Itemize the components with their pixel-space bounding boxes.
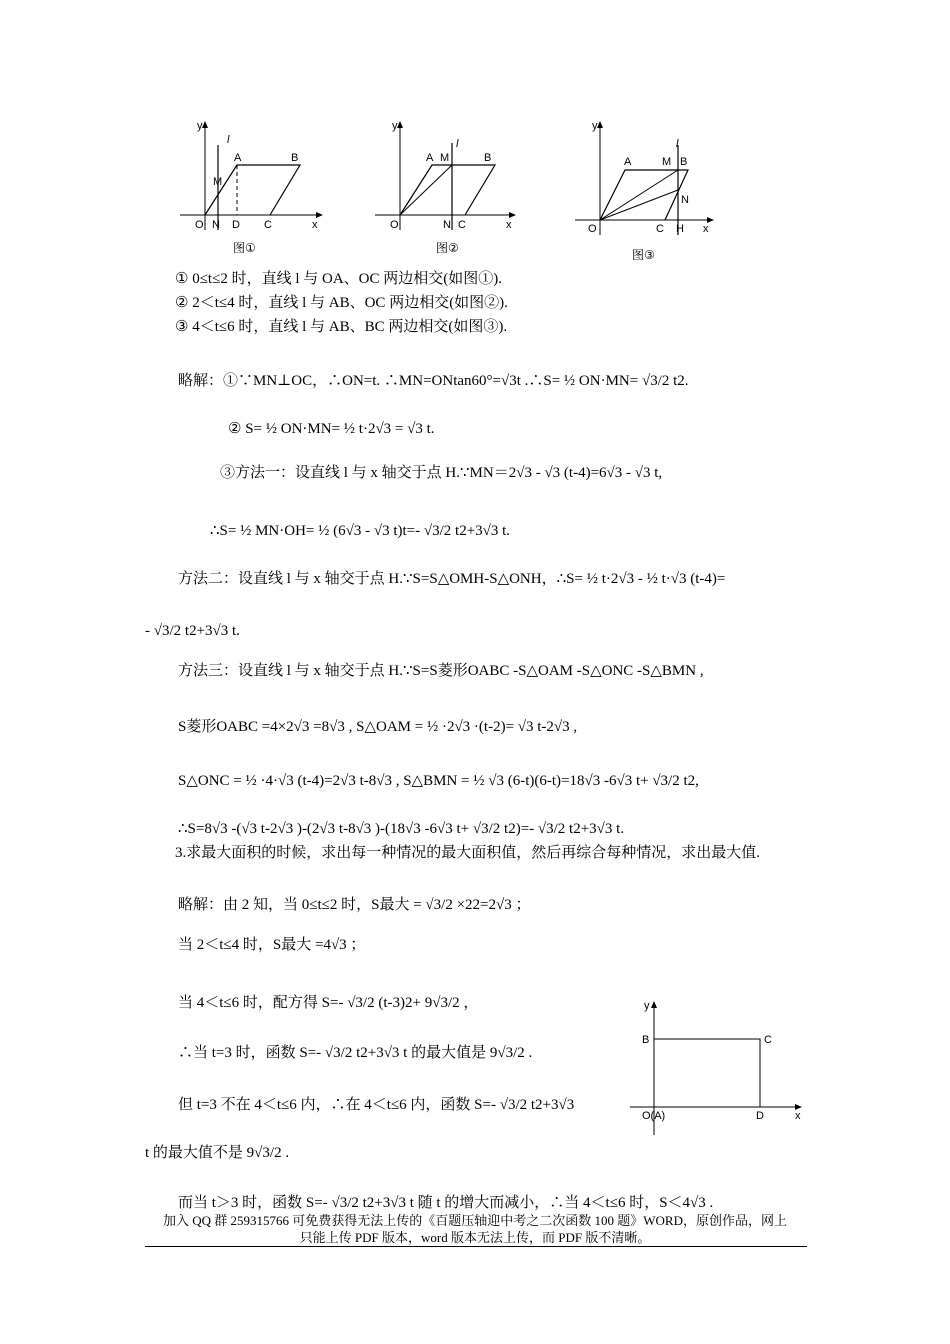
figure-4 bbox=[630, 995, 810, 1140]
fig2-C-label: C bbox=[458, 219, 466, 231]
fig3-l-label: l bbox=[676, 138, 679, 150]
fig2-y-label: y bbox=[392, 120, 398, 132]
fig1-C-label: C bbox=[264, 219, 272, 231]
result-2-text: 当 2＜t≤4 时，S最大 =4√3 ； bbox=[178, 937, 366, 953]
fig3-caption: 图③ bbox=[632, 248, 655, 262]
fig4-O-label: O(A) bbox=[642, 1110, 666, 1122]
fig1-y-label: y bbox=[197, 120, 203, 132]
fig3-H-label: H bbox=[676, 223, 684, 235]
fig2-O-label: O bbox=[390, 219, 399, 231]
result-1-text: 略解：由 2 知，当 0≤t≤2 时，S最大 = √3/2 ×22=2√3 ； bbox=[178, 897, 531, 913]
fig2-caption: 图② bbox=[436, 241, 459, 255]
fig2-N-label: N bbox=[443, 219, 451, 231]
fig3-O-label: O bbox=[588, 223, 597, 235]
figure-1 bbox=[175, 115, 325, 265]
fig4-x-label: x bbox=[795, 1110, 801, 1122]
fig2-M-label: M bbox=[440, 152, 450, 164]
question-3-text: 3.求最大面积的时候，求出每一种情况的最大面积值，然后再综合每种情况，求出最大值. bbox=[175, 845, 761, 861]
fig1-O-label: O bbox=[195, 219, 204, 231]
fig1-x-label: x bbox=[312, 219, 318, 231]
footer-rule bbox=[145, 1246, 807, 1247]
fig3-A-label: A bbox=[624, 156, 632, 168]
fig3-B-label: B bbox=[680, 156, 688, 168]
result-6-text: t 的最大值不是 9√3/2 . bbox=[145, 1145, 290, 1161]
fig2-B-label: B bbox=[484, 152, 492, 164]
result-3-text: 当 4＜t≤6 时，配方得 S=- √3/2 (t-3)2+ 9√3/2 ， bbox=[178, 995, 479, 1011]
method-2-line-1: 方法二：设直线 l 与 x 轴交于点 H.∵S=S△OMH-S△ONH，∴S= ½ t·2√3 - ½ t·√3 (t-4)= bbox=[178, 571, 726, 587]
solution-3-text: ③方法一：设直线 l 与 x 轴交于点 H.∵MN＝2√3 - √3 (t-4)=6√3 - √3 t, bbox=[220, 465, 663, 481]
case-3-text: ③ 4＜t≤6 时，直线 l 与 AB、BC 两边相交(如图③). bbox=[175, 319, 508, 335]
fig1-N-label: N bbox=[212, 219, 220, 231]
fig4-B-label: B bbox=[642, 1034, 650, 1046]
solution-2-text: ② S= ½ ON·MN= ½ t·2√3 = √3 t. bbox=[228, 421, 435, 437]
fig3-M-label: M bbox=[662, 156, 672, 168]
fig1-M-label: M bbox=[213, 176, 223, 188]
method-3-line-2: S菱形OABC =4×2√3 =8√3 , S△OAM = ½ ·2√3 ·(t-2)= √3 t-2√3 , bbox=[178, 719, 578, 735]
footer-line-2: 只能上传 PDF 版本，word 版本无法上传，而 PDF 版不清晰。 bbox=[299, 1230, 651, 1245]
solution-1-text: 略解：①∵MN⊥OC，∴ON=t. ∴MN=ONtan60°=√3t .∴S= ½ ON·MN= √3/2 t2. bbox=[178, 373, 689, 389]
method-3-line-3: S△ONC = ½ ·4·√3 (t-4)=2√3 t-8√3 , S△BMN = ½ √3 (6-t)(6-t)=18√3 -6√3 t+ √3/2 t2, bbox=[178, 773, 699, 789]
fig3-N-label: N bbox=[681, 194, 689, 206]
case-2-text: ② 2＜t≤4 时，直线 l 与 AB、OC 两边相交(如图②). bbox=[175, 295, 508, 311]
method-2-line-2: - √3/2 t2+3√3 t. bbox=[145, 623, 240, 639]
fig1-D-label: D bbox=[232, 219, 240, 231]
fig2-A-label: A bbox=[426, 152, 434, 164]
result-7-text: 而当 t＞3 时，函数 S=- √3/2 t2+3√3 t 随 t 的增大而减小，∴当 4＜t≤6 时，S＜4√3 . bbox=[178, 1195, 714, 1211]
fig4-y-label: y bbox=[644, 1000, 650, 1012]
result-5-text: 但 t=3 不在 4＜t≤6 内，∴在 4＜t≤6 内，函数 S=- √3/2 t2+3√3 bbox=[178, 1097, 575, 1113]
fig1-B-label: B bbox=[291, 152, 299, 164]
fig1-A-label: A bbox=[234, 152, 242, 164]
method-3-line-1: 方法三：设直线 l 与 x 轴交于点 H.∵S=S菱形OABC -S△OAM -S△ONC -S△BMN , bbox=[178, 663, 704, 679]
fig4-D-label: D bbox=[756, 1110, 764, 1122]
solution-4-text: ∴S= ½ MN·OH= ½ (6√3 - √3 t)t=- √3/2 t2+3√3 t. bbox=[210, 523, 511, 539]
figure-3 bbox=[570, 115, 720, 270]
fig3-x-label: x bbox=[703, 223, 709, 235]
fig4-C-label: C bbox=[764, 1034, 772, 1046]
fig2-x-label: x bbox=[506, 219, 512, 231]
fig3-y-label: y bbox=[592, 120, 598, 132]
figure-2 bbox=[370, 115, 520, 265]
method-3-line-4: ∴S=8√3 -(√3 t-2√3 )-(2√3 t-8√3 )-(18√3 -6√3 t+ √3/2 t2)=- √3/2 t2+3√3 t. bbox=[178, 821, 625, 837]
fig3-C-label: C bbox=[656, 223, 664, 235]
fig2-l-label: l bbox=[456, 138, 459, 150]
fig1-caption: 图① bbox=[233, 241, 256, 255]
case-1-text: ① 0≤t≤2 时，直线 l 与 OA、OC 两边相交(如图①). bbox=[175, 271, 502, 287]
footer-line-1: 加入 QQ 群 259315766 可免费获得无法上传的《百题压轴迎中考之二次函数 100 题》WORD，原创作品，网上 bbox=[163, 1213, 787, 1228]
result-4-text: ∴当 t=3 时，函数 S=- √3/2 t2+3√3 t 的最大值是 9√3/2 . bbox=[178, 1045, 533, 1061]
fig1-l-label: l bbox=[227, 134, 230, 146]
